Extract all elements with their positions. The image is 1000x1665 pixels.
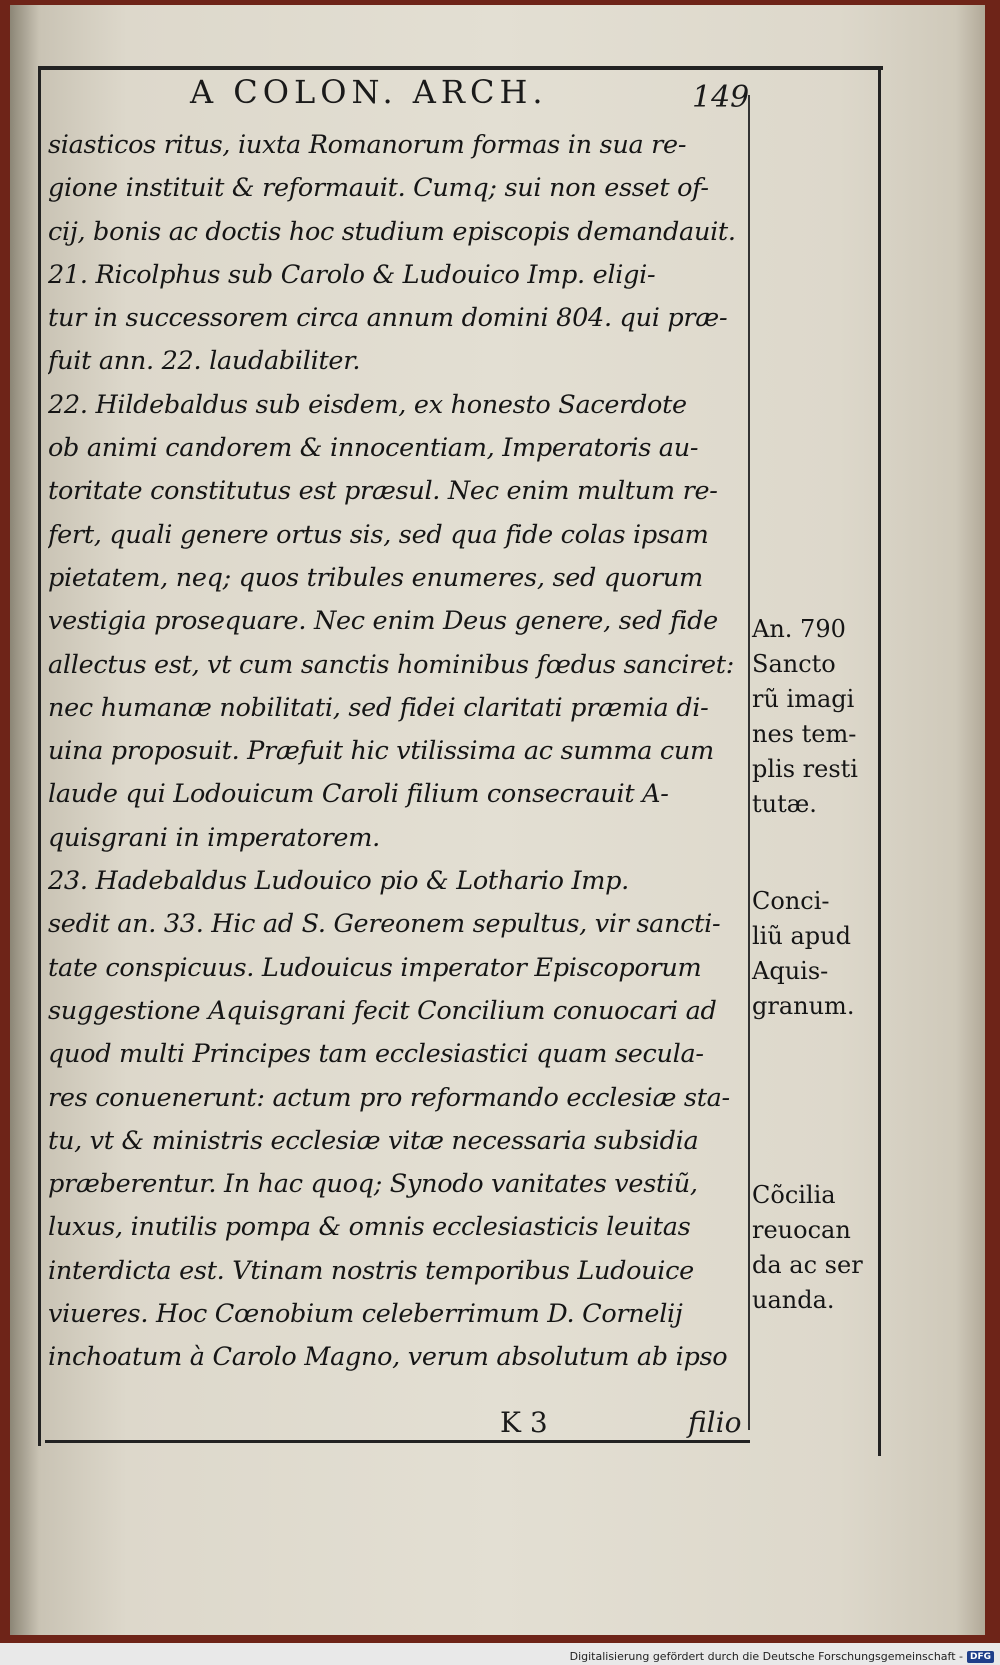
margin-note-line: plis resti [752,755,858,783]
text-line: sedit an. 33. Hic ad S. Gereonem sepultus, vir sancti- [48,909,721,940]
signature-mark: K 3 [500,1406,548,1439]
text-line: 21. Ricolphus sub Carolo & Ludouico Imp. eligi- [48,259,656,290]
text-line: viueres. Hoc Cœnobium celeberrimum D. Cornelij [48,1299,683,1330]
margin-note-line: da ac ser [752,1251,863,1279]
page-number: 149 [692,80,750,115]
page-frame-bottom-rule [45,1440,750,1443]
text-line: toritate constitutus est præsul. Nec enim multum re- [48,476,718,507]
margin-note-line: uanda. [752,1286,835,1314]
text-line: interdicta est. Vtinam nostris temporibus Ludouice [48,1255,694,1286]
text-line: luxus, inutilis pompa & omnis ecclesiasticis leuitas [48,1212,691,1243]
text-line: inchoatum à Carolo Magno, verum absolutum ab ipso [48,1342,728,1373]
running-head: A COLON. ARCH. [190,73,548,111]
margin-note-line: liũ apud [752,922,851,950]
text-line: fert, quali genere ortus sis, sed qua fide colas ipsam [48,519,709,550]
digitization-footer [570,1650,994,1663]
text-line: pietatem, neq; quos tribules enumeres, sed quorum [48,562,703,593]
page-frame-top-rule [38,66,883,70]
footer-text: Digitalisierung gefördert durch die Deutsche Forschungsgemeinschaft - [569,1650,963,1663]
body-text [48,124,748,1380]
text-line: vestigia prosequare. Nec enim Deus genere, sed fide [48,606,718,637]
catchword: filio [688,1406,742,1439]
page-frame-left-rule [38,66,41,1446]
text-line: suggestione Aquisgrani fecit Concilium conuocari ad [48,995,717,1026]
text-line: gione instituit & reformauit. Cumq; sui non esset of- [48,173,709,204]
text-line: fuit ann. 22. laudabiliter. [48,346,361,377]
margin-note-line: tutæ. [752,790,817,818]
text-line: tate conspicuus. Ludouicus imperator Episcoporum [48,952,702,983]
text-column-rule [748,95,750,1430]
margin-note-line: Conci- [752,887,830,915]
text-line: nec humanæ nobilitati, sed fidei claritati præmia di- [48,692,709,723]
margin-note-an-790 [752,612,882,822]
text-line: 22. Hildebaldus sub eisdem, ex honesto Sacerdote [48,389,687,420]
margin-note-line: granum. [752,992,855,1020]
text-line: uina proposuit. Præfuit hic vtilissima ac summa cum [48,736,714,767]
text-line: ob animi candorem & innocentiam, Imperatoris au- [48,433,699,464]
margin-note-line: rũ imagi [752,685,855,713]
text-line: laude qui Lodouicum Caroli filium consecrauit A- [48,779,669,810]
margin-note-line: Sancto [752,650,836,678]
text-line: tu, vt & ministris ecclesiæ vitæ necessaria subsidia [48,1125,699,1156]
text-line: 23. Hadebaldus Ludouico pio & Lothario Imp. [48,866,629,897]
margin-note-line: Cõcilia [752,1181,836,1209]
margin-note-concilium [752,884,882,1024]
text-line: præberentur. In hac quoq; Synodo vanitates vestiũ, [48,1169,698,1200]
dfg-logo: DFG [967,1651,994,1663]
margin-note-line: reuocan [752,1216,851,1244]
text-line: tur in successorem circa annum domini 804. qui præ- [48,303,728,334]
margin-note-line: An. 790 [752,615,846,643]
margin-note-line: nes tem- [752,720,857,748]
text-line: quod multi Principes tam ecclesiastici quam secula- [48,1039,704,1070]
text-line: quisgrani in imperatorem. [48,822,380,853]
text-line: cij, bonis ac doctis hoc studium episcopis demandauit. [48,216,736,247]
text-line: res conuenerunt: actum pro reformando ecclesiæ sta- [48,1082,730,1113]
margin-note-concilia [752,1178,882,1318]
text-line: siasticos ritus, iuxta Romanorum formas in sua re- [48,130,687,160]
text-line: allectus est, vt cum sanctis hominibus fœdus sanciret: [48,649,735,680]
margin-note-line: Aquis- [752,957,829,985]
